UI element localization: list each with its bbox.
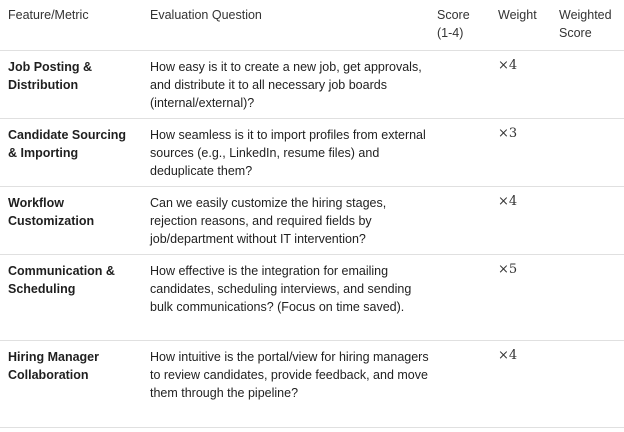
table-row	[0, 254, 624, 341]
question-cell: Can we easily customize the hiring stages, rejection reasons, and required fields by job/department without IT intervention?	[150, 196, 387, 246]
header-weighted-score: Weighted Score	[559, 8, 612, 40]
weight-cell: ×4	[498, 194, 518, 209]
weight-cell: ×4	[498, 58, 518, 73]
feature-cell: Workflow Customization	[8, 196, 95, 228]
weight-cell: ×5	[498, 262, 518, 277]
question-cell: How seamless is it to import profiles from external sources (e.g., LinkedIn, resume files) and deduplicate them?	[150, 128, 426, 178]
table-row	[0, 340, 624, 427]
feature-cell: Communication & Scheduling	[8, 264, 115, 296]
header-weight: Weight	[498, 8, 537, 22]
question-cell: How intuitive is the portal/view for hiring managers to review candidates, provide feedback, and move them through the pipeline?	[150, 350, 429, 400]
weight-cell: ×4	[498, 348, 518, 363]
table-row	[0, 186, 624, 255]
weight-cell: ×3	[498, 126, 518, 141]
table-row	[0, 50, 624, 117]
feature-cell: Job Posting & Distribution	[8, 60, 93, 92]
header-question: Evaluation Question	[150, 8, 262, 22]
question-cell: How easy is it to create a new job, get approvals, and distribute it to all necessary job boards (internal/external)?	[150, 60, 422, 110]
header-score: Score (1-4)	[437, 8, 470, 40]
table-bottom-border	[0, 427, 624, 428]
table-row	[0, 118, 624, 187]
feature-cell: Candidate Sourcing & Importing	[8, 128, 127, 160]
header-feature: Feature/Metric	[8, 8, 89, 22]
question-cell: How effective is the integration for emailing candidates, scheduling interviews, and sending bulk communications? (Focus on time saved).	[150, 264, 412, 314]
feature-cell: Hiring Manager Collaboration	[8, 350, 99, 382]
